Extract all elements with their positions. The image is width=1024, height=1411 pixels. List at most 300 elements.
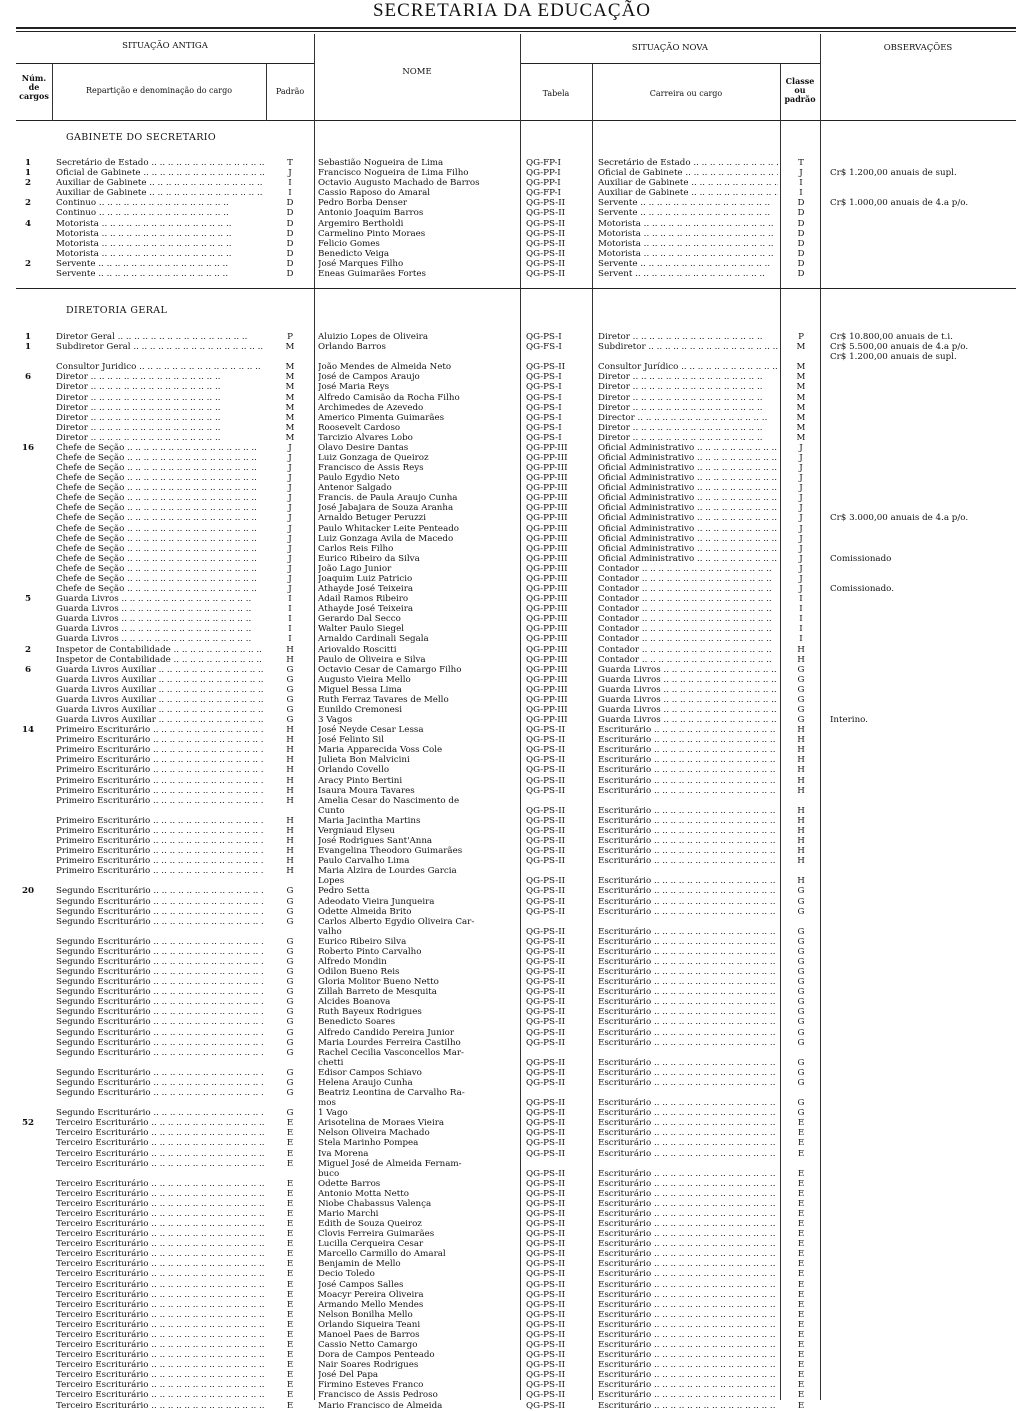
tabela-cell: QG-PS-I	[526, 402, 562, 413]
tabela-cell: QG-PS-I	[526, 382, 562, 393]
carreira-cell: Diretor .. ..	[598, 372, 778, 382]
num-cargos-cell	[16, 269, 40, 279]
classe-cell: D	[797, 268, 805, 279]
classe-cell: G	[797, 1098, 805, 1109]
nome-cell: Carlos Alberto Egydio Oliveira Car-	[318, 916, 475, 927]
nome-cell: Maria Apparecida Voss Cole	[318, 745, 443, 756]
classe-cell: I	[799, 188, 803, 199]
num-cargos-cell: 16	[21, 442, 35, 453]
nome-cell: Luiz Gonzaga Avila de Macedo	[318, 533, 454, 544]
observacao-cell	[830, 1098, 1020, 1108]
padrao-cell: E	[286, 1370, 294, 1381]
padrao-cell: G	[286, 1047, 294, 1058]
padrao-cell: H	[286, 775, 294, 786]
padrao-cell: G	[286, 1108, 294, 1119]
nome-cell: Francisco de Assis Reys	[318, 463, 424, 473]
classe-cell: E	[797, 1289, 805, 1300]
cargo-cell: Primeiro Escriturário .. ..	[56, 836, 264, 846]
classe-cell	[790, 917, 812, 927]
nome-cell: Cunto	[318, 805, 345, 816]
nome-cell: Lucilla Cerqueira Cesar	[318, 1239, 424, 1250]
observacao-cell	[830, 634, 1020, 644]
carreira-cell: Escriturário .. ..	[598, 836, 778, 846]
tabela-cell: QG-PS-II	[526, 957, 566, 967]
observacao-cell	[830, 1219, 1020, 1229]
cargo-cell: Motorista .. ..	[56, 229, 264, 239]
tabela-cell: QG-PS-II	[526, 1138, 566, 1149]
num-cargos-cell	[16, 765, 40, 775]
tabela-cell: QG-FS-I	[526, 342, 562, 353]
padrao-cell: G	[286, 684, 294, 695]
observacao-cell	[830, 876, 1020, 886]
carreira-cell: Escriturário .. ..	[598, 897, 778, 907]
classe-cell: H	[797, 775, 805, 786]
tabela-cell: QG-PS-II	[526, 987, 566, 998]
nome-cell: José Felinto Sil	[318, 735, 384, 746]
observacao-cell	[830, 685, 1020, 695]
classe-cell: G	[797, 1017, 805, 1028]
nome-cell: Firmino Esteves Franco	[318, 1380, 424, 1391]
carreira-cell: Diretor .. ..	[598, 403, 778, 413]
tabela-cell: QG-PS-II	[526, 198, 566, 209]
col-line-num	[52, 64, 53, 121]
num-cargos-cell	[16, 897, 40, 907]
carreira-cell: Escriturário .. ..	[598, 765, 778, 775]
classe-cell: M	[796, 392, 806, 403]
tabela-cell: QG-PS-II	[526, 1098, 566, 1109]
padrao-cell: G	[286, 977, 294, 988]
cargo-cell: Chefe de Seção .. ..	[56, 534, 264, 544]
nome-cell: Felicio Gomes	[318, 238, 380, 249]
nome-cell: Maria Alzira de Lourdes Garcia	[318, 866, 457, 877]
observacao-cell	[830, 927, 1020, 937]
tabela-cell: QG-PP-III	[526, 463, 568, 473]
padrao-cell: J	[288, 168, 292, 179]
cargo-cell: Segundo Escriturário .. ..	[56, 917, 264, 927]
cargo-cell: Chefe de Seção .. ..	[56, 503, 264, 513]
carreira-cell: Escriturário .. ..	[598, 1269, 778, 1279]
padrao-cell: E	[286, 1329, 294, 1340]
carreira-cell: Subdiretor .. ..	[598, 342, 778, 352]
nome-cell: José Del Papa	[318, 1370, 379, 1381]
num-cargos-cell: 2	[24, 198, 32, 209]
padrao-cell: J	[288, 453, 292, 463]
observacao-cell	[830, 1340, 1020, 1350]
num-cargos-cell	[16, 1370, 40, 1380]
classe-cell: I	[799, 614, 803, 625]
carreira-cell: Escriturário .. ..	[598, 1199, 778, 1209]
classe-cell: H	[797, 876, 805, 887]
num-cargos-cell	[16, 413, 40, 423]
classe-cell: G	[797, 1007, 805, 1018]
num-cargos-cell	[16, 715, 40, 725]
nome-cell: Francis. de Paula Araujo Cunha	[318, 493, 458, 504]
num-cargos-cell	[16, 856, 40, 866]
padrao-cell: G	[286, 987, 294, 998]
carreira-cell: Escriturário .. ..	[598, 1360, 778, 1370]
tabela-cell: QG-PP-III	[526, 523, 568, 534]
nome-cell: Zillah Barreto de Mesquita	[318, 987, 437, 998]
cargo-cell: Terceiro Escriturário .. ..	[56, 1159, 264, 1169]
col-line-tabela	[592, 64, 593, 1400]
padrao-cell: G	[286, 946, 294, 957]
num-cargos-cell	[16, 1078, 40, 1088]
classe-cell: G	[797, 906, 805, 917]
tabela-cell: QG-PS-II	[526, 218, 566, 229]
classe-cell: G	[797, 957, 805, 967]
observacao-cell	[830, 413, 1020, 423]
carreira-cell	[598, 1159, 778, 1169]
carreira-cell: Oficial de Gabinete .. ..	[598, 168, 778, 178]
classe-cell: H	[797, 825, 805, 836]
carreira-cell: Escriturário .. ..	[598, 1401, 778, 1411]
num-cargos-cell	[16, 1259, 40, 1269]
cargo-cell: Continuo .. ..	[56, 208, 264, 218]
padrao-cell: D	[286, 248, 294, 259]
nome-cell: Isaura Moura Tavares	[318, 785, 415, 796]
carreira-cell: Contador .. ..	[598, 655, 778, 665]
cargo-cell: Guarda Livros Auxiliar .. ..	[56, 685, 264, 695]
tabela-cell: QG-PS-II	[526, 1340, 566, 1350]
classe-cell: E	[797, 1329, 805, 1340]
cargo-cell: Diretor .. ..	[56, 372, 264, 382]
num-cargos-cell	[16, 1320, 40, 1330]
padrao-cell: E	[286, 1198, 294, 1209]
nome-cell: Alfredo Mondin	[318, 957, 387, 967]
tabela-cell: QG-PS-II	[526, 815, 566, 826]
cargo-cell: Guarda Livros .. ..	[56, 604, 264, 614]
carreira-cell: Oficial Administrativo .. ..	[598, 443, 778, 453]
classe-cell: E	[797, 1178, 805, 1189]
num-cargos-cell	[16, 362, 40, 372]
padrao-cell: E	[286, 1219, 294, 1229]
nome-cell: Mario Marchi	[318, 1209, 379, 1219]
tabela-cell: QG-PP-III	[526, 614, 568, 625]
carreira-cell: Escriturário .. ..	[598, 786, 778, 796]
carreira-cell: Contador .. ..	[598, 634, 778, 644]
classe-cell: E	[797, 1400, 805, 1411]
nome-cell: Decio Toledo	[318, 1269, 375, 1280]
num-cargos-cell	[16, 1149, 40, 1159]
padrao-cell: J	[288, 503, 292, 514]
padrao-cell: G	[286, 1067, 294, 1078]
tabela-cell: QG-PS-II	[526, 228, 566, 239]
observacao-cell	[830, 765, 1020, 775]
carreira-cell: Oficial Administrativo .. ..	[598, 544, 778, 554]
observacao-cell	[830, 806, 1020, 816]
header-num-cargos: Núm. de cargos	[19, 73, 49, 101]
nome-cell: Gloria Molitor Bueno Netto	[318, 977, 439, 988]
observacao-cell	[830, 1138, 1020, 1148]
observacao-cell	[830, 403, 1020, 413]
nome-cell: Eneas Guimarães Fortes	[318, 268, 426, 279]
nome-cell	[318, 352, 516, 362]
observacao-cell	[830, 947, 1020, 957]
padrao-cell: E	[286, 1390, 294, 1401]
nome-cell: Alcides Boanova	[318, 997, 391, 1008]
tabela-cell: QG-PP-III	[526, 715, 568, 725]
tabela-cell: QG-PS-II	[526, 1259, 566, 1270]
carreira-cell: Escriturário .. ..	[598, 1370, 778, 1380]
num-cargos-cell	[16, 705, 40, 715]
observacao-cell	[830, 1128, 1020, 1138]
padrao-cell: E	[286, 1400, 294, 1411]
classe-cell: J	[799, 473, 803, 484]
num-cargos-cell	[16, 239, 40, 249]
tabela-cell: QG-PS-II	[526, 745, 566, 756]
observacao-cell	[830, 886, 1020, 896]
nome-cell: José Maria Reys	[318, 382, 390, 393]
num-cargos-cell	[16, 1169, 40, 1179]
nome-cell: Aracy Pinto Bertini	[318, 775, 403, 786]
padrao-cell	[280, 352, 300, 362]
header-situacao-nova: SITUAÇÃO NOVA	[631, 43, 709, 53]
cargo-cell: Chefe de Seção .. ..	[56, 554, 264, 564]
tabela-cell: QG-PS-II	[526, 967, 566, 977]
col-line-padrao	[266, 64, 267, 121]
nome-cell: José Marques Filho	[318, 258, 404, 269]
padrao-cell: D	[286, 268, 294, 279]
tabela-cell: QG-PS-II	[526, 1390, 566, 1401]
classe-cell: J	[799, 543, 803, 554]
observacao-cell: Cr$ 5.500,00 anuais de 4.a p/o.	[830, 342, 969, 353]
nome-cell: Francisco Nogueira de Lima Filho	[318, 168, 469, 179]
tabela-cell: QG-PS-II	[526, 906, 566, 917]
padrao-cell: J	[288, 563, 292, 574]
observacao-cell	[830, 393, 1020, 403]
num-cargos-cell	[16, 393, 40, 403]
nome-cell: Ruth Ferraz Tavares de Mello	[318, 694, 449, 705]
padrao-cell: M	[285, 412, 295, 423]
cargo-cell: Diretor Geral .. ..	[56, 332, 264, 342]
classe-cell: J	[799, 453, 803, 463]
nome-cell: Pedro Setta	[318, 886, 370, 897]
cargo-cell: Auxiliar de Gabinete .. ..	[56, 188, 264, 198]
padrao-cell: G	[286, 694, 294, 705]
observacao-cell	[830, 1401, 1020, 1411]
classe-cell: M	[796, 372, 806, 383]
carreira-cell	[598, 866, 778, 876]
padrao-cell: H	[286, 856, 294, 867]
tabela-cell: QG-PS-II	[526, 997, 566, 1008]
tabela-cell: QG-PP-III	[526, 573, 568, 584]
padrao-cell: E	[286, 1340, 294, 1350]
cargo-cell: Terceiro Escriturário .. ..	[56, 1249, 264, 1259]
tabela-cell: QG-PS-II	[526, 926, 566, 937]
nome-cell: Lopes	[318, 876, 345, 887]
top-rule-thin	[16, 31, 1016, 32]
classe-cell: J	[799, 503, 803, 514]
carreira-cell: Contador .. ..	[598, 564, 778, 574]
observacao-cell: Cr$ 1.000,00 anuais de 4.a p/o.	[830, 198, 969, 209]
observacao-cell	[830, 1108, 1020, 1118]
observacao-cell: Comissionado	[830, 553, 892, 564]
observacao-cell	[830, 433, 1020, 443]
nome-cell: Iva Morena	[318, 1148, 369, 1159]
padrao-cell: E	[286, 1269, 294, 1280]
num-cargos-cell	[16, 473, 40, 483]
num-cargos-cell	[16, 614, 40, 624]
observacao-cell	[830, 897, 1020, 907]
cargo-cell: Guarda Livros Auxiliar .. ..	[56, 715, 264, 725]
num-cargos-cell	[16, 1007, 40, 1017]
padrao-cell: H	[286, 735, 294, 746]
classe-cell: G	[797, 967, 805, 977]
padrao-cell: H	[286, 836, 294, 846]
classe-cell: E	[797, 1350, 805, 1361]
cargo-cell: Primeiro Escriturário .. ..	[56, 816, 264, 826]
nome-cell: Adail Ramos Ribeiro	[318, 594, 409, 605]
num-cargos-cell	[16, 249, 40, 259]
tabela-cell: QG-PP-III	[526, 563, 568, 574]
cargo-cell: Terceiro Escriturário .. ..	[56, 1219, 264, 1229]
classe-cell: I	[799, 594, 803, 605]
classe-cell: E	[797, 1340, 805, 1350]
classe-cell: G	[797, 1027, 805, 1038]
padrao-cell: G	[286, 957, 294, 967]
nome-cell: Mario Francisco de Almeida	[318, 1400, 443, 1411]
classe-cell: J	[799, 533, 803, 544]
cargo-cell	[56, 1098, 264, 1108]
carreira-cell: Guarda Livros .. ..	[598, 685, 778, 695]
observacao-cell	[830, 1078, 1020, 1088]
classe-cell: E	[797, 1209, 805, 1219]
nome-cell: Antenor Salgado	[318, 483, 392, 494]
tabela-cell: QG-PS-II	[526, 1017, 566, 1028]
padrao-cell: E	[286, 1360, 294, 1371]
nome-cell: Carlos Reis Filho	[318, 543, 394, 554]
observacao-cell	[830, 826, 1020, 836]
nome-cell: Dora de Campos Penteado	[318, 1350, 435, 1361]
tabela-cell: QG-PS-II	[526, 1198, 566, 1209]
num-cargos-cell	[16, 1199, 40, 1209]
classe-cell: M	[796, 402, 806, 413]
num-cargos-cell	[16, 604, 40, 614]
num-cargos-cell: 5	[24, 594, 32, 605]
classe-cell: M	[796, 412, 806, 423]
carreira-cell: Escriturário .. ..	[598, 1128, 778, 1138]
cargo-cell: Motorista .. ..	[56, 239, 264, 249]
tabela-cell: QG-PP-III	[526, 513, 568, 524]
tabela-cell: QG-PS-II	[526, 1128, 566, 1139]
observacao-cell	[830, 705, 1020, 715]
nome-cell: Marcello Carmillo do Amaral	[318, 1249, 446, 1260]
cargo-cell: Guarda Livros .. ..	[56, 624, 264, 634]
carreira-cell: Escriturário .. ..	[598, 856, 778, 866]
num-cargos-cell	[16, 776, 40, 786]
classe-cell: J	[799, 563, 803, 574]
carreira-cell: Escriturário .. ..	[598, 1007, 778, 1017]
num-cargos-cell	[16, 1098, 40, 1108]
padrao-cell	[280, 876, 300, 886]
tabela-cell: QG-PP-III	[526, 634, 568, 645]
padrao-cell: H	[286, 765, 294, 776]
nome-cell: Stela Marinho Pompea	[318, 1138, 419, 1149]
classe-cell: D	[797, 248, 805, 259]
tabela-cell: QG-PS-II	[526, 248, 566, 259]
cargo-cell: Primeiro Escriturário .. ..	[56, 735, 264, 745]
carreira-cell	[598, 917, 778, 927]
tabela-cell: QG-PP-III	[526, 654, 568, 665]
carreira-cell: Motorista .. ..	[598, 239, 778, 249]
observacao-cell	[830, 544, 1020, 554]
cargo-cell: Chefe de Seção .. ..	[56, 524, 264, 534]
padrao-cell: J	[288, 584, 292, 594]
nome-cell: Ruth Bayeux Rodrigues	[318, 1007, 422, 1018]
carreira-cell: Servent .. ..	[598, 269, 778, 279]
cargo-cell: Primeiro Escriturário .. ..	[56, 745, 264, 755]
tabela-cell: QG-PS-II	[526, 785, 566, 796]
tabela-cell: QG-PS-II	[526, 946, 566, 957]
classe-cell: G	[797, 1067, 805, 1078]
num-cargos-cell	[16, 866, 40, 876]
nome-cell: Eurico Ribeiro da Silva	[318, 553, 420, 564]
classe-cell: G	[797, 715, 805, 725]
tabela-cell: QG-PP-III	[526, 553, 568, 564]
observacao-cell	[830, 1118, 1020, 1128]
classe-cell: G	[797, 896, 805, 907]
carreira-cell	[598, 352, 778, 362]
carreira-cell: Escriturário .. ..	[598, 927, 778, 937]
nome-cell: José de Campos Araujo	[318, 372, 420, 383]
observacao-cell	[830, 1390, 1020, 1400]
classe-cell: H	[797, 836, 805, 846]
classe-cell: D	[797, 258, 805, 269]
carreira-cell: Escriturário .. ..	[598, 1209, 778, 1219]
nome-cell: Benedicto Veiga	[318, 248, 390, 259]
tabela-cell: QG-PS-II	[526, 936, 566, 947]
carreira-cell: Escriturário .. ..	[598, 816, 778, 826]
padrao-cell: M	[285, 402, 295, 413]
cargo-cell: Segundo Escriturário .. ..	[56, 977, 264, 987]
col-line-nome-left	[314, 34, 315, 1400]
num-cargos-cell	[16, 513, 40, 523]
carreira-cell: Escriturário .. ..	[598, 1239, 778, 1249]
carreira-cell: Escriturário .. ..	[598, 846, 778, 856]
observacao-cell	[830, 836, 1020, 846]
classe-cell	[790, 1159, 812, 1169]
cargo-cell: Terceiro Escriturário .. ..	[56, 1138, 264, 1148]
carreira-cell: Escriturário .. ..	[598, 1149, 778, 1159]
cargo-cell: Terceiro Escriturário .. ..	[56, 1128, 264, 1138]
padrao-cell: G	[286, 906, 294, 917]
num-cargos-cell	[16, 987, 40, 997]
nome-cell: Alfredo Camisão da Rocha Filho	[318, 392, 460, 403]
padrao-cell: G	[286, 896, 294, 907]
classe-cell: J	[799, 513, 803, 524]
classe-cell	[790, 352, 812, 362]
padrao-cell: E	[286, 1209, 294, 1219]
nome-cell: Octavio Augusto Machado de Barros	[318, 178, 480, 189]
tabela-cell: QG-PP-III	[526, 674, 568, 685]
nome-cell: Amelia Cesar do Nascimento de	[318, 795, 460, 806]
observacao-cell	[830, 362, 1020, 372]
tabela-cell: QG-PS-II	[526, 765, 566, 776]
nome-cell: Odilon Bueno Reis	[318, 967, 400, 977]
cargo-cell: Chefe de Seção .. ..	[56, 443, 264, 453]
cargo-cell: Guarda Livros Auxiliar .. ..	[56, 665, 264, 675]
observacao-cell	[830, 158, 1020, 168]
header-situacao-antiga: SITUAÇÃO ANTIGA	[122, 41, 208, 51]
cargo-cell: Terceiro Escriturário .. ..	[56, 1179, 264, 1189]
tabela-cell: QG-PS-I	[526, 372, 562, 383]
num-cargos-cell	[16, 382, 40, 392]
cargo-cell: Auxiliar de Gabinete .. ..	[56, 178, 264, 188]
nome-cell: Benedicto Soares	[318, 1017, 396, 1028]
cargo-cell: Segundo Escriturário .. ..	[56, 1007, 264, 1017]
nome-cell: Paulo Whitacker Leite Penteado	[318, 523, 460, 534]
tabela-cell: QG-PS-II	[526, 238, 566, 249]
